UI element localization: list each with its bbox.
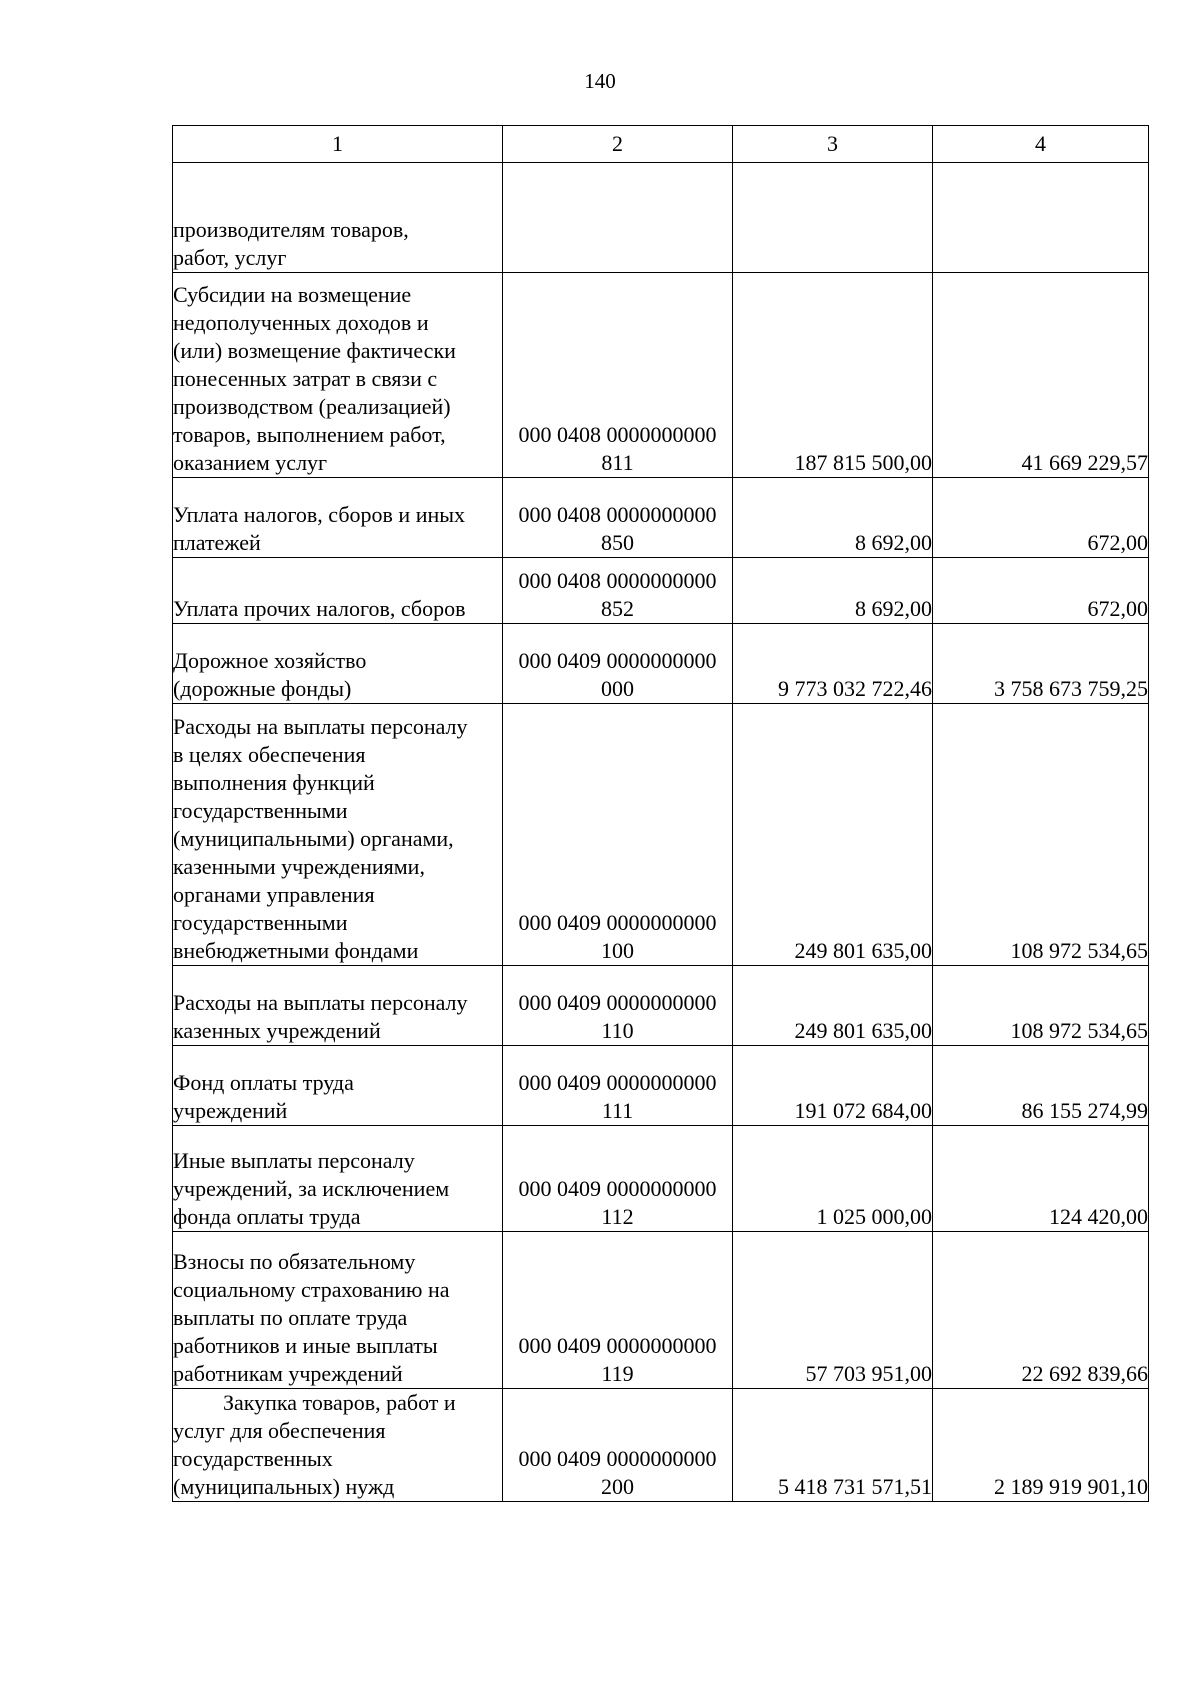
code-line: 000 0409 0000000000 (518, 1333, 717, 1358)
description-line: Уплата налогов, сборов и иных (173, 502, 466, 527)
description-line: государственных (173, 1446, 333, 1471)
code-line: 811 (601, 450, 634, 475)
code-line: 100 (601, 938, 634, 963)
row-code (503, 478, 733, 558)
row-description (173, 1389, 503, 1502)
table-row (173, 704, 1149, 966)
row-value-col4: 108 972 534,65 (933, 966, 1149, 1046)
row-value-col4: 672,00 (933, 478, 1149, 558)
description-line: производителям товаров, (173, 217, 409, 242)
description-line: Дорожное хозяйство (173, 648, 367, 673)
column-header-2: 2 (503, 126, 733, 163)
row-code (503, 273, 733, 478)
row-value-col4: 41 669 229,57 (933, 273, 1149, 478)
code-line: 110 (601, 1018, 634, 1043)
description-line: (муниципальных) нужд (173, 1474, 395, 1499)
table-row (173, 558, 1149, 624)
description-line: товаров, выполнением работ, (173, 422, 446, 447)
column-header-4: 4 (933, 126, 1149, 163)
description-line: Фонд оплаты труда (173, 1070, 354, 1095)
row-value-col3: 8 692,00 (733, 558, 933, 624)
row-value-col4: 86 155 274,99 (933, 1046, 1149, 1126)
code-line: 000 0409 0000000000 (518, 910, 717, 935)
row-description (173, 1126, 503, 1232)
table-row (173, 163, 1149, 273)
row-description (173, 704, 503, 966)
code-line: 119 (601, 1361, 634, 1386)
row-value-col3 (733, 163, 933, 273)
row-code (503, 163, 733, 273)
description-line: учреждений (173, 1098, 288, 1123)
row-value-col4: 2 189 919 901,10 (933, 1389, 1149, 1502)
table-row (173, 1232, 1149, 1389)
row-code (503, 558, 733, 624)
row-code (503, 1389, 733, 1502)
table-row (173, 273, 1149, 478)
table-body (173, 163, 1149, 1502)
row-value-col4: 22 692 839,66 (933, 1232, 1149, 1389)
row-value-col3: 191 072 684,00 (733, 1046, 933, 1126)
description-line: органами управления (173, 882, 375, 907)
row-value-col4: 124 420,00 (933, 1126, 1149, 1232)
description-line: Расходы на выплаты персоналу (173, 990, 468, 1015)
row-value-col4: 672,00 (933, 558, 1149, 624)
description-line: социальному страхованию на (173, 1277, 450, 1302)
column-header-3: 3 (733, 126, 933, 163)
row-code (503, 624, 733, 704)
budget-table (172, 125, 1149, 1502)
description-line: Взносы по обязательному (173, 1249, 416, 1274)
description-line: работников и иные выплаты (173, 1333, 438, 1358)
description-line: казенных учреждений (173, 1018, 381, 1043)
code-line: 000 0408 0000000000 (518, 502, 717, 527)
description-line: Расходы на выплаты персоналу (173, 714, 468, 739)
code-line: 000 0408 0000000000 (518, 568, 717, 593)
description-line: государственными (173, 798, 348, 823)
row-value-col4 (933, 163, 1149, 273)
row-description (173, 1232, 503, 1389)
description-line: Иные выплаты персоналу (173, 1148, 415, 1173)
description-line: оказанием услуг (173, 450, 328, 475)
description-line: (или) возмещение фактически (173, 338, 456, 363)
code-line: 850 (601, 530, 634, 555)
description-line: выплаты по оплате труда (173, 1305, 408, 1330)
row-code (503, 1046, 733, 1126)
row-code (503, 704, 733, 966)
code-line: 111 (601, 1098, 634, 1123)
code-line: 000 0409 0000000000 (518, 1176, 717, 1201)
description-line: производством (реализацией) (173, 394, 451, 419)
code-line: 200 (601, 1474, 634, 1499)
code-line: 000 (601, 676, 634, 701)
row-value-col3: 57 703 951,00 (733, 1232, 933, 1389)
row-code (503, 1126, 733, 1232)
row-value-col3: 249 801 635,00 (733, 704, 933, 966)
description-line: работ, услуг (173, 245, 287, 270)
description-line: казенными учреждениями, (173, 854, 425, 879)
table-row (173, 1389, 1149, 1502)
row-value-col4: 3 758 673 759,25 (933, 624, 1149, 704)
description-line: Уплата прочих налогов, сборов (173, 596, 466, 621)
description-line: государственными (173, 910, 348, 935)
column-header-1: 1 (173, 126, 503, 163)
description-line: внебюджетными фондами (173, 938, 419, 963)
code-line: 000 0409 0000000000 (518, 990, 717, 1015)
row-code (503, 966, 733, 1046)
row-value-col3: 187 815 500,00 (733, 273, 933, 478)
row-value-col3: 5 418 731 571,51 (733, 1389, 933, 1502)
row-description (173, 478, 503, 558)
table-row (173, 1046, 1149, 1126)
row-description (173, 163, 503, 273)
description-line: Закупка товаров, работ и (223, 1390, 456, 1415)
code-line: 000 0409 0000000000 (518, 1070, 717, 1095)
description-line: недополученных доходов и (173, 310, 429, 335)
description-line: платежей (173, 530, 261, 555)
row-value-col4: 108 972 534,65 (933, 704, 1149, 966)
description-line: Субсидии на возмещение (173, 282, 412, 307)
row-description (173, 966, 503, 1046)
page-number: 140 (584, 69, 616, 93)
description-line: работникам учреждений (173, 1361, 403, 1386)
row-description (173, 1046, 503, 1126)
description-line: в целях обеспечения (173, 742, 366, 767)
description-line: фонда оплаты труда (173, 1204, 361, 1229)
row-value-col3: 249 801 635,00 (733, 966, 933, 1046)
row-description (173, 558, 503, 624)
table-row (173, 1126, 1149, 1232)
row-description (173, 273, 503, 478)
description-line: (дорожные фонды) (173, 676, 352, 701)
row-description (173, 624, 503, 704)
code-line: 000 0409 0000000000 (518, 648, 717, 673)
description-line: услуг для обеспечения (173, 1418, 386, 1443)
table-row (173, 624, 1149, 704)
table-row (173, 478, 1149, 558)
code-line: 112 (601, 1204, 634, 1229)
description-line: учреждений, за исключением (173, 1176, 450, 1201)
code-line: 852 (601, 596, 634, 621)
header-row (173, 126, 1149, 163)
description-line: выполнения функций (173, 770, 375, 795)
code-line: 000 0409 0000000000 (518, 1446, 717, 1471)
row-value-col3: 9 773 032 722,46 (733, 624, 933, 704)
row-value-col3: 8 692,00 (733, 478, 933, 558)
row-value-col3: 1 025 000,00 (733, 1126, 933, 1232)
table-row (173, 966, 1149, 1046)
code-line: 000 0408 0000000000 (518, 422, 717, 447)
description-line: понесенных затрат в связи с (173, 366, 438, 391)
description-line: (муниципальными) органами, (173, 826, 454, 851)
row-code (503, 1232, 733, 1389)
